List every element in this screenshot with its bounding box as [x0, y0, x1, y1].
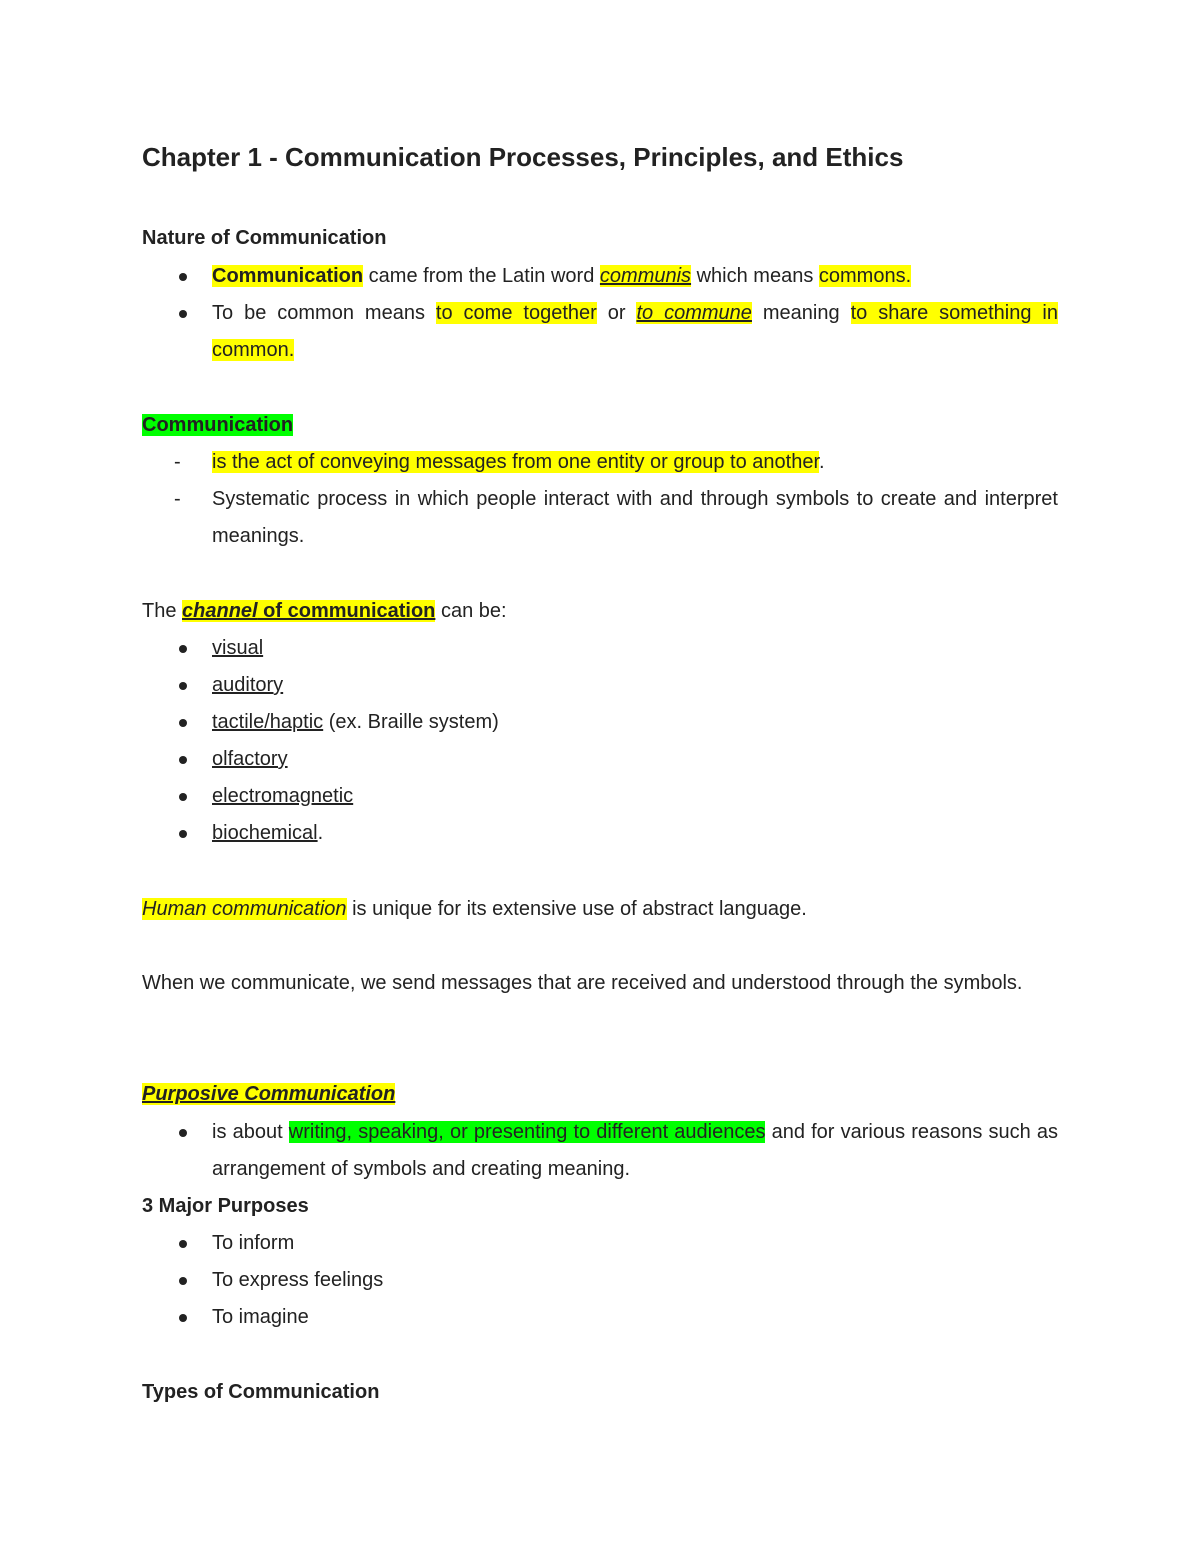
text: is about — [212, 1121, 289, 1143]
text: To be common means — [212, 302, 436, 324]
bullet-icon — [179, 756, 187, 764]
list-item — [142, 1225, 1058, 1262]
nature-list — [142, 258, 1058, 369]
list-item — [142, 630, 1058, 667]
list-item — [142, 1299, 1058, 1336]
dash-marker: - — [174, 488, 181, 510]
text: meaning — [751, 302, 851, 324]
definition-heading: Communication — [142, 414, 294, 436]
text: can be: — [435, 600, 507, 622]
highlight-come-together: to come together — [435, 302, 597, 324]
purpose-label: To inform — [212, 1232, 295, 1254]
definition-list — [142, 444, 1058, 555]
highlight-commons: commons. — [818, 265, 912, 287]
when-paragraph: When we communicate, we send messages that are received and understood through the symbols. — [142, 972, 1023, 994]
term-communication: Communication — [212, 265, 364, 287]
purposes-heading: 3 Major Purposes — [142, 1195, 309, 1217]
text: came from the Latin word — [363, 265, 600, 287]
bullet-icon — [179, 273, 187, 281]
highlight-share: to share something in common. — [212, 302, 1058, 361]
page-title: Chapter 1 - Communication Processes, Principles, and Ethics — [142, 142, 904, 172]
list-item — [142, 1114, 1058, 1188]
text: channel — [182, 600, 258, 622]
latin-word: communis — [599, 265, 692, 287]
text: of communication — [257, 600, 436, 622]
highlight-writing-speaking: writing, speaking, or presenting to different audiences — [288, 1121, 766, 1143]
channel-list — [142, 630, 1058, 852]
purposes-list — [142, 1225, 1058, 1336]
text: The — [142, 600, 183, 622]
bullet-icon — [179, 1240, 187, 1248]
highlight-human-communication: Human communication — [142, 898, 347, 920]
channel-label: olfactory — [212, 748, 288, 770]
text: . — [317, 822, 324, 844]
bullet-icon — [179, 1314, 187, 1322]
text: is unique for its extensive use of abstract language. — [346, 898, 807, 920]
bullet-icon — [179, 793, 187, 801]
channel-intro — [142, 593, 1058, 630]
highlight-commune: to commune — [636, 302, 752, 324]
channel-label: auditory — [212, 674, 284, 696]
bullet-icon — [179, 1129, 187, 1137]
channel-label: visual — [212, 637, 264, 659]
channel-label: electromagnetic — [212, 785, 354, 807]
list-item — [142, 444, 1058, 481]
text: or — [596, 302, 637, 324]
list-item — [142, 1262, 1058, 1299]
bullet-icon — [179, 645, 187, 653]
text: . — [819, 451, 825, 473]
list-item — [142, 741, 1058, 778]
bullet-icon — [179, 682, 187, 690]
purposive-list — [142, 1114, 1058, 1188]
list-item — [142, 667, 1058, 704]
purposive-heading-row — [142, 1076, 1058, 1113]
nature-heading: Nature of Communication — [142, 227, 387, 249]
text: which means — [691, 265, 819, 287]
text: Systematic process in which people interact with and through symbols to create and interpret meanings. — [212, 488, 1058, 547]
purposive-heading: Purposive Communication — [142, 1083, 396, 1105]
text: (ex. Braille system) — [323, 711, 499, 733]
channel-term — [182, 600, 435, 622]
bullet-icon — [179, 1277, 187, 1285]
bullet-icon — [179, 719, 187, 727]
list-item — [142, 815, 1058, 852]
list-item — [142, 258, 1058, 295]
channel-label: biochemical — [212, 822, 318, 844]
purpose-label: To imagine — [212, 1306, 309, 1328]
highlight-definition: is the act of conveying messages from one entity or group to another — [212, 451, 820, 473]
bullet-icon — [179, 830, 187, 838]
definition-heading-row — [142, 407, 1058, 444]
human-communication-paragraph — [142, 891, 1058, 928]
list-item — [142, 704, 1058, 741]
purpose-label: To express feelings — [212, 1269, 384, 1291]
list-item — [142, 778, 1058, 815]
bullet-icon — [179, 310, 187, 318]
list-item — [142, 481, 1058, 555]
text: and for various reasons such as arrangement of symbols and creating meaning. — [212, 1121, 1058, 1180]
channel-label: tactile/haptic — [212, 711, 324, 733]
list-item — [142, 295, 1058, 369]
dash-marker: - — [174, 451, 181, 473]
types-heading: Types of Communication — [142, 1381, 380, 1403]
